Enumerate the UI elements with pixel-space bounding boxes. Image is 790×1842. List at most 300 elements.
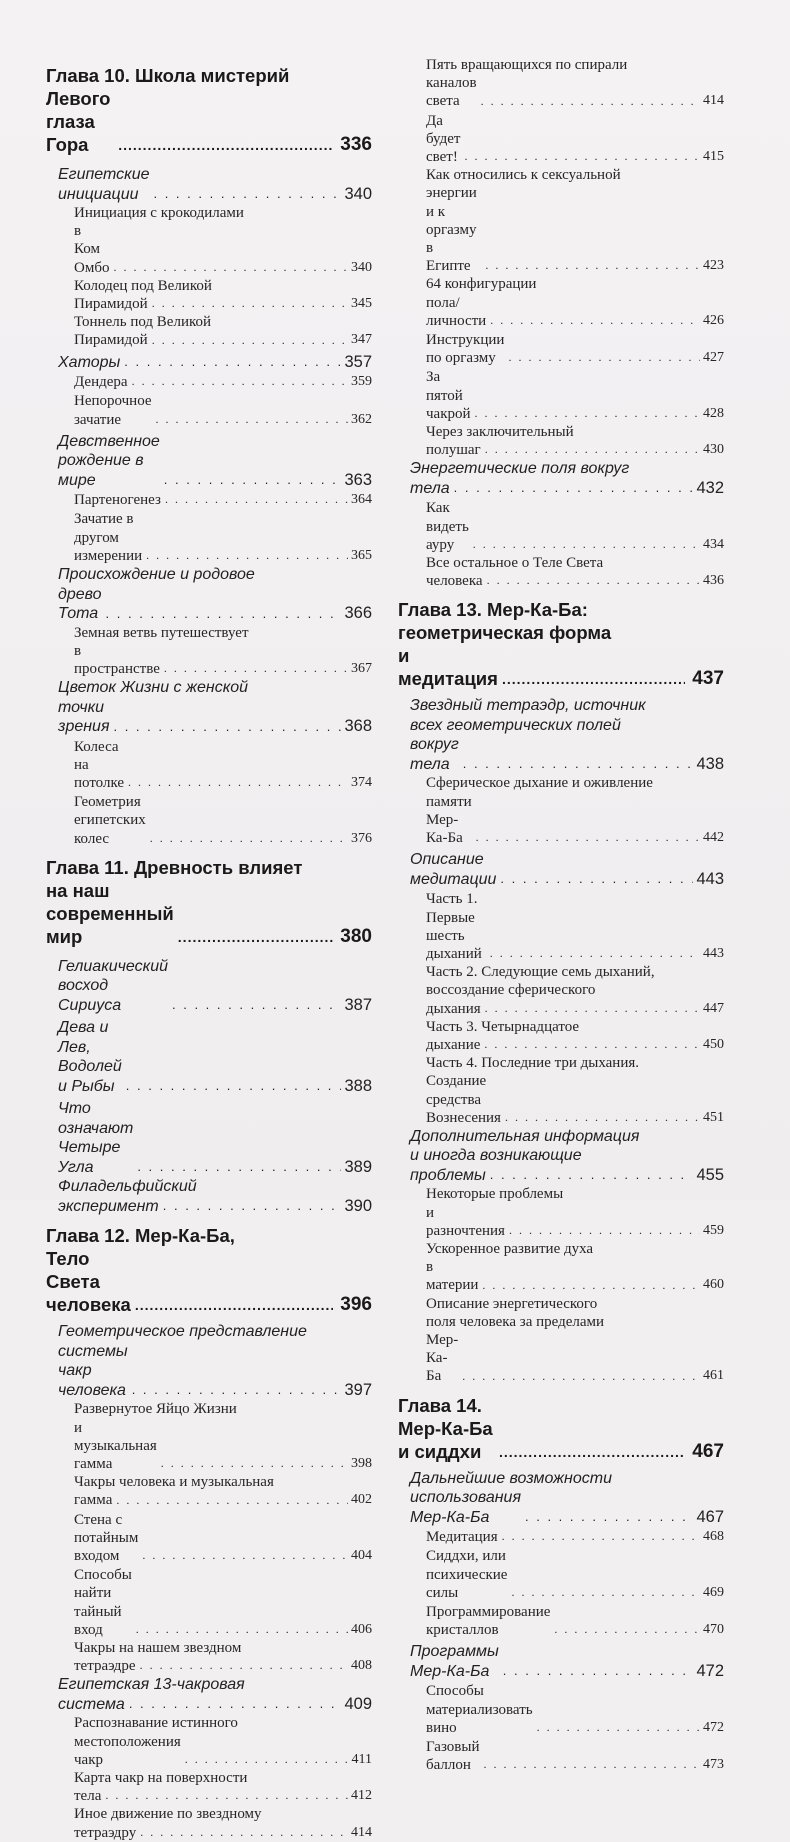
toc-entry-last-line: [46, 1695, 372, 1715]
toc-entry-text: тетраэдре: [74, 1658, 136, 1675]
toc-entry-wrapper: [46, 1177, 372, 1216]
toc-entry-last-line: [398, 572, 724, 590]
toc-entry-text: Партеногенез: [74, 492, 161, 509]
toc-entry-text: Да будет свет!: [426, 112, 461, 166]
toc-sub-entry: [398, 1682, 724, 1737]
toc-entry-title-lines: Чакры человека и музыкальная: [74, 1474, 274, 1491]
toc-entry-title-lines: Иное движение по звездному: [74, 1806, 262, 1823]
toc-entry-text: тетраэдру: [74, 1824, 137, 1841]
toc-entry-text: Девственное рождение в мире: [58, 432, 160, 489]
page-number: 460: [703, 1277, 724, 1293]
page-number: 347: [351, 332, 372, 348]
toc-entry-text: Пирамидой: [74, 332, 148, 349]
toc-entry-text: Египетские инициации: [58, 166, 150, 203]
toc-entry-text: Тело Света человека: [46, 1248, 131, 1316]
toc-entry-text: Создание средства Вознесения: [426, 1073, 501, 1126]
toc-entry-last-line: [398, 644, 724, 696]
toc-entry-last-line: [398, 184, 724, 275]
page-number: 363: [344, 470, 372, 489]
page-number: 364: [351, 492, 372, 508]
toc-sub-entry: [398, 331, 724, 367]
leader-dots: [152, 334, 348, 346]
toc-entry-title-lines: 64 конфигурации: [426, 276, 537, 293]
toc-entry-wrapper: [398, 1185, 724, 1240]
toc-entry-wrapper: [398, 554, 724, 590]
toc-entry-text: и разночтения: [426, 1204, 505, 1239]
page-number: 388: [344, 1076, 372, 1095]
leader-dots: [106, 607, 342, 620]
page-number: 414: [351, 1824, 372, 1840]
toc-entry-text: Способы найти тайный вход: [74, 1567, 132, 1638]
toc-entry-title-lines: Дополнительная информация и иногда возникающие: [410, 1127, 640, 1165]
page-number: 390: [344, 1196, 372, 1215]
leader-dots: [132, 375, 348, 387]
leader-dots: [135, 1298, 333, 1312]
toc-entry-wrapper: [46, 1473, 372, 1509]
leader-dots: [146, 549, 348, 561]
toc-chapter-entry: [398, 1386, 724, 1469]
toc-entry-last-line: [46, 87, 372, 162]
toc-entry-text: Левого глаза Гора: [46, 88, 111, 155]
toc-entry-text: точки зрения: [58, 698, 110, 736]
toc-entry-text: Мер-Ка-Ба: [426, 1332, 459, 1385]
toc-entry-wrapper: [46, 1714, 372, 1769]
leader-dots: [464, 150, 700, 162]
page-number: 359: [351, 374, 372, 390]
toc-section-entry: [398, 850, 724, 889]
leader-dots: [485, 259, 700, 271]
toc-sub-entry: [398, 368, 724, 423]
toc-sub-entry: [398, 499, 724, 554]
page-number: 412: [351, 1788, 372, 1804]
toc-entry-last-line: [398, 1258, 724, 1294]
page-number: 434: [703, 536, 724, 552]
leader-dots: [554, 1623, 700, 1635]
toc-entry-text: тела: [410, 479, 450, 497]
page-number: 468: [703, 1529, 724, 1545]
leader-dots: [485, 1002, 700, 1014]
toc-entry-wrapper: [398, 1295, 724, 1386]
toc-left-column: [46, 56, 372, 1842]
toc-entry-text: эксперимент: [58, 1197, 159, 1215]
page-number: 430: [703, 442, 724, 458]
toc-entry-wrapper: [398, 963, 724, 1018]
toc-entry-wrapper: [46, 1216, 372, 1322]
page-number: 450: [703, 1036, 724, 1052]
toc-entry-title-lines: Часть 2. Следующие семь дыханий, воссоздание сферического: [426, 964, 655, 999]
leader-dots: [537, 1721, 700, 1733]
toc-sub-entry: [398, 1738, 724, 1774]
leader-dots: [126, 1079, 342, 1092]
page-number: 447: [703, 1000, 724, 1016]
toc-entry-title-lines: Ускоренное развитие духа: [426, 1241, 594, 1258]
page-number: 469: [703, 1584, 724, 1600]
toc-entry-title-lines: Инициация с крокодилами: [74, 205, 244, 221]
leader-dots: [185, 1753, 349, 1765]
toc-entry-last-line: [398, 793, 724, 848]
toc-entry-title-lines: Филадельфийский: [58, 1178, 197, 1196]
leader-dots: [164, 473, 342, 486]
leader-dots: [462, 1370, 700, 1382]
page-number: 396: [340, 1294, 372, 1316]
page-number: 423: [703, 258, 724, 274]
toc-entry-wrapper: [46, 1400, 372, 1473]
toc-entry-last-line: [46, 1247, 372, 1322]
toc-entry-wrapper: [46, 1769, 372, 1805]
leader-dots: [502, 1530, 700, 1542]
toc-entry-wrapper: [46, 565, 372, 624]
toc-entry-last-line: [398, 1166, 724, 1186]
toc-sub-entry: [398, 1603, 724, 1639]
leader-dots: [118, 138, 333, 152]
toc-entry-text: тела: [74, 1788, 102, 1805]
toc-entry-wrapper: [398, 275, 724, 330]
toc-entry-title-lines: Глава 12. Мер-Ка-Ба,: [46, 1225, 235, 1247]
page-number: 398: [351, 1455, 372, 1471]
leader-dots: [152, 297, 348, 309]
toc-entry-wrapper: [46, 204, 372, 277]
leader-dots: [505, 1111, 700, 1123]
toc-entry-text: Стена с потайным входом: [74, 1511, 139, 1564]
toc-section-entry: [46, 432, 372, 491]
leader-dots: [502, 672, 685, 686]
page-number: 426: [703, 312, 724, 328]
page-number: 380: [340, 925, 372, 947]
leader-dots: [485, 443, 700, 455]
toc-entry-last-line: [46, 1824, 372, 1842]
toc-entry-title-lines: Колодец под Великой: [74, 277, 212, 294]
leader-dots: [490, 947, 700, 959]
leader-dots: [503, 1664, 694, 1677]
toc-entry-last-line: [46, 879, 372, 954]
toc-section-entry: [46, 957, 372, 1016]
leader-dots: [454, 481, 694, 494]
leader-dots: [124, 355, 341, 368]
toc-entry-text: Что означают Четыре Угла: [58, 1100, 134, 1176]
toc-section-entry: [46, 165, 372, 204]
page-number: 406: [351, 1621, 372, 1637]
page-number: 459: [703, 1222, 724, 1238]
leader-dots: [500, 872, 693, 885]
page-number: 467: [696, 1507, 724, 1526]
toc-entry-text: в пространстве: [74, 642, 160, 677]
toc-section-entry: [46, 1018, 372, 1096]
page-number: 461: [703, 1368, 724, 1384]
leader-dots: [482, 1279, 700, 1291]
toc-entry-text: Гелиакический восход Сириуса: [58, 957, 168, 1014]
toc-sub-entry: [46, 1566, 372, 1639]
toc-entry-last-line: [46, 1657, 372, 1675]
toc-entry-title-lines: Геометрическое представление: [58, 1323, 307, 1341]
page-number: 473: [703, 1757, 724, 1773]
toc-entry-last-line: [398, 1204, 724, 1240]
toc-entry-last-line: [46, 1787, 372, 1805]
leader-dots: [490, 1168, 694, 1181]
page-number: 374: [351, 775, 372, 791]
toc-entry-last-line: [46, 698, 372, 737]
toc-entry-text: Непорочное зачатие: [74, 393, 152, 428]
toc-entry-title-lines: Глава 11. Древность влияет: [46, 856, 303, 878]
toc-entry-text: Программы Мер-Ка-Ба: [410, 1643, 499, 1680]
leader-dots: [105, 1789, 348, 1801]
page-number: 414: [703, 93, 724, 109]
toc-entry-text: Дендера: [74, 374, 128, 391]
page-number: 470: [703, 1622, 724, 1638]
page-number: 411: [351, 1751, 372, 1767]
page-number: 409: [344, 1694, 372, 1713]
page-number: 367: [351, 660, 372, 676]
toc-entry-text: система: [58, 1695, 125, 1713]
toc-entry-last-line: [398, 1000, 724, 1018]
page-number: 443: [696, 869, 724, 888]
toc-entry-last-line: [398, 441, 724, 459]
leader-dots: [113, 720, 341, 733]
page-number: 397: [344, 1380, 372, 1399]
leader-dots: [140, 1659, 348, 1671]
page-number: 427: [703, 350, 724, 366]
leader-dots: [153, 187, 341, 200]
leader-dots: [475, 407, 700, 419]
leader-dots: [525, 1510, 693, 1523]
page-number: 472: [703, 1719, 724, 1735]
page-number: 436: [703, 573, 724, 589]
toc-entry-text: и медитация: [398, 645, 498, 690]
page-number: 428: [703, 405, 724, 421]
toc-entry-last-line: [46, 1491, 372, 1509]
toc-entry-text: человека: [426, 573, 483, 590]
page-number: 438: [696, 754, 724, 773]
toc-entry-text: Зачатие в другом измерении: [74, 511, 143, 564]
toc-entry-text: Описание медитации: [410, 851, 497, 888]
leader-dots: [511, 1586, 700, 1598]
toc-entry-last-line: [398, 1036, 724, 1054]
toc-entry-title-lines: Через заключительный: [426, 424, 574, 441]
toc-entry-title-lines: Карта чакр на поверхности: [74, 1770, 248, 1787]
page-number: 357: [344, 352, 372, 371]
toc-sub-entry: [46, 392, 372, 428]
toc-entry-text: дыхание: [426, 1036, 481, 1053]
toc-entry-wrapper: [46, 1639, 372, 1675]
leader-dots: [128, 776, 348, 788]
toc-entry-last-line: [398, 479, 724, 499]
toc-entry-text: памяти Мер-Ка-Ба: [426, 793, 472, 847]
leader-dots: [136, 1623, 348, 1635]
toc-entry-text: Пирамидой: [74, 296, 148, 313]
toc-entry-text: энергии и к оргазму в Египте: [426, 185, 477, 275]
toc-entry-wrapper: [46, 1805, 372, 1841]
toc-entry-wrapper: [398, 1054, 724, 1127]
page-number: 472: [696, 1661, 724, 1680]
toc-entry-text: Часть 1. Первые шесть дыханий: [426, 891, 482, 962]
toc-entry-wrapper: [46, 1322, 372, 1400]
toc-entry-wrapper: [46, 848, 372, 954]
page-number: 340: [351, 259, 372, 275]
page-number: 432: [696, 478, 724, 497]
leader-dots: [113, 261, 348, 273]
toc-entry-text: Как видеть ауру: [426, 500, 469, 553]
toc-entry-text: гамма: [74, 1492, 113, 1509]
toc-entry-last-line: [398, 1072, 724, 1127]
toc-entry-wrapper: [398, 166, 724, 275]
toc-entry-wrapper: [46, 313, 372, 349]
page-number: 451: [703, 1109, 724, 1125]
page-number: 365: [351, 547, 372, 563]
toc-entry-last-line: [46, 222, 372, 277]
toc-entry-title-lines: Сферическое дыхание и оживление: [426, 775, 653, 792]
toc-entry-wrapper: [398, 459, 724, 498]
toc-entry-wrapper: [398, 1469, 724, 1528]
leader-dots: [473, 538, 700, 550]
toc-entry-text: местоположения чакр: [74, 1733, 181, 1768]
toc-sub-entry: [46, 510, 372, 565]
toc-entry-wrapper: [398, 774, 724, 847]
leader-dots: [481, 95, 700, 107]
toc-sub-entry: [46, 793, 372, 848]
leader-dots: [172, 998, 341, 1011]
leader-dots: [137, 1160, 341, 1173]
leader-dots: [490, 314, 700, 326]
leader-dots: [484, 1038, 700, 1050]
toc-entry-wrapper: [398, 1127, 724, 1186]
toc-sub-entry: [398, 112, 724, 167]
toc-entry-title-lines: Глава 13. Мер-Ка-Ба: геометрическая форма: [398, 599, 612, 644]
page-number: 387: [344, 995, 372, 1014]
toc-entry-wrapper: [398, 696, 724, 774]
page-number: 389: [344, 1157, 372, 1176]
leader-dots: [509, 1224, 700, 1236]
page-number: 437: [692, 668, 724, 690]
toc-entry-title-lines: Развернутое Яйцо Жизни: [74, 1401, 237, 1418]
toc-entry-text: использования Мер-Ка-Ба: [410, 1489, 521, 1526]
leader-dots: [508, 351, 700, 363]
leader-dots: [132, 1383, 342, 1396]
toc-entry-text: дыхания: [426, 1000, 481, 1017]
leader-dots: [161, 1457, 348, 1469]
toc-entry-text: Программирование кристаллов: [426, 1603, 551, 1639]
page-number: 402: [351, 1492, 372, 1508]
toc-entry-last-line: [46, 1419, 372, 1474]
leader-dots: [116, 1494, 348, 1506]
page-number: 376: [351, 830, 372, 846]
toc-entry-title-lines: Распознавание истинного: [74, 1715, 238, 1732]
leader-dots: [487, 574, 700, 586]
toc-entry-text: Геометрия египетских колес: [74, 794, 146, 847]
toc-entry-title-lines: Глава 10. Школа мистерий: [46, 65, 290, 86]
toc-entry-title-lines: Цветок Жизни с женской: [58, 679, 249, 697]
page-number: 404: [351, 1548, 372, 1563]
toc-entry-title-lines: Звездный тетраэдр, источник всех геометрических полей: [410, 697, 646, 734]
toc-entry-title-lines: Пять вращающихся по спирали: [426, 57, 628, 73]
toc-entry-text: Медитация: [426, 1529, 498, 1546]
toc-entry-title-lines: Некоторые проблемы: [426, 1186, 564, 1203]
toc-right-column: [398, 56, 724, 1774]
leader-dots: [164, 662, 348, 674]
page-number: 366: [344, 604, 372, 623]
leader-dots: [463, 757, 694, 770]
leader-dots: [476, 831, 700, 843]
toc-entry-text: За пятой чакрой: [426, 369, 471, 422]
page-number: 408: [351, 1658, 372, 1674]
toc-entry-text: пола/личности: [426, 294, 487, 329]
toc-entry-text: в Ком Омбо: [74, 223, 110, 276]
toc-entry-text: Колеса на потолке: [74, 738, 125, 792]
leader-dots: [156, 413, 348, 425]
toc-entry-text: Глава 14. Мер-Ка-Ба и сиддхи: [398, 1394, 493, 1462]
leader-dots: [163, 1199, 342, 1212]
toc-section-entry: [46, 1099, 372, 1177]
toc-entry-last-line: [398, 74, 724, 110]
toc-entry-last-line: [398, 294, 724, 330]
toc-sub-entry: [46, 373, 372, 391]
toc-entry-text: Сиддхи, или психические силы: [426, 1548, 508, 1601]
toc-entry-text: Хаторы: [58, 353, 121, 371]
toc-entry-title-lines: Чакры на нашем звездном: [74, 1640, 242, 1657]
toc-entry-last-line: [46, 1733, 372, 1769]
toc-entry-wrapper: [46, 624, 372, 679]
toc-entry-wrapper: [398, 423, 724, 459]
toc-entry-title-lines: Земная ветвь путешествует: [74, 624, 249, 641]
toc-sub-entry: [398, 890, 724, 963]
page-number: 340: [344, 184, 372, 203]
toc-entry-title-lines: Происхождение и родовое: [58, 566, 255, 584]
leader-dots: [150, 832, 348, 844]
toc-entry-title-lines: Дальнейшие возможности: [410, 1469, 612, 1487]
toc-entry-text: полушаг: [426, 442, 481, 459]
page-number: 442: [703, 830, 724, 846]
toc-entry-last-line: [398, 1488, 724, 1527]
leader-dots: [499, 1445, 685, 1459]
toc-section-entry: [46, 353, 372, 373]
toc-entry-title-lines: Описание энергетического поля человека за пределами: [426, 1295, 605, 1330]
toc-entry-text: Газовый баллон: [426, 1739, 480, 1774]
leader-dots: [142, 1549, 348, 1561]
toc-sub-entry: [398, 1547, 724, 1602]
leader-dots: [178, 930, 334, 944]
toc-entry-last-line: [398, 735, 724, 774]
toc-entry-wrapper: [46, 678, 372, 737]
toc-entry-text: Инструкции по оргазму: [426, 332, 505, 367]
leader-dots: [129, 1697, 342, 1710]
toc-entry-text: Способы материализовать вино: [426, 1683, 533, 1736]
toc-entry-text: проблемы: [410, 1166, 486, 1184]
toc-entry-text: системы чакр человека: [58, 1342, 128, 1399]
page-number: 368: [344, 717, 372, 736]
toc-entry-last-line: [46, 642, 372, 678]
toc-entry-last-line: [46, 585, 372, 624]
toc-sub-entry: [46, 491, 372, 509]
toc-entry-wrapper: [46, 56, 372, 162]
toc-entry-wrapper: [398, 56, 724, 111]
toc-sub-entry: [46, 738, 372, 793]
toc-entry-title-lines: Все остальное о Теле Света: [426, 555, 604, 572]
page-number: 362: [351, 411, 372, 427]
leader-dots: [483, 1758, 700, 1770]
toc-entry-title-lines: Египетская 13-чакровая: [58, 1676, 245, 1694]
toc-entry-last-line: [46, 295, 372, 313]
toc-entry-text: Дева и Лев, Водолей и Рыбы: [58, 1019, 122, 1095]
toc-entry-wrapper: [46, 277, 372, 313]
toc-entry-wrapper: [398, 1240, 724, 1295]
toc-entry-title-lines: Часть 3. Четырнадцатое: [426, 1018, 580, 1035]
toc-entry-text: вокруг тела: [410, 736, 459, 773]
page-number: 443: [703, 945, 724, 961]
toc-entry-title-lines: Часть 4. Последние три дыхания.: [426, 1055, 640, 1072]
page-number: 336: [340, 134, 372, 155]
toc-entry-text: на наш современный мир: [46, 879, 174, 947]
page-number: 467: [692, 1440, 724, 1462]
toc-entry-text: древо Тота: [58, 585, 102, 623]
page-number: 415: [703, 149, 724, 165]
